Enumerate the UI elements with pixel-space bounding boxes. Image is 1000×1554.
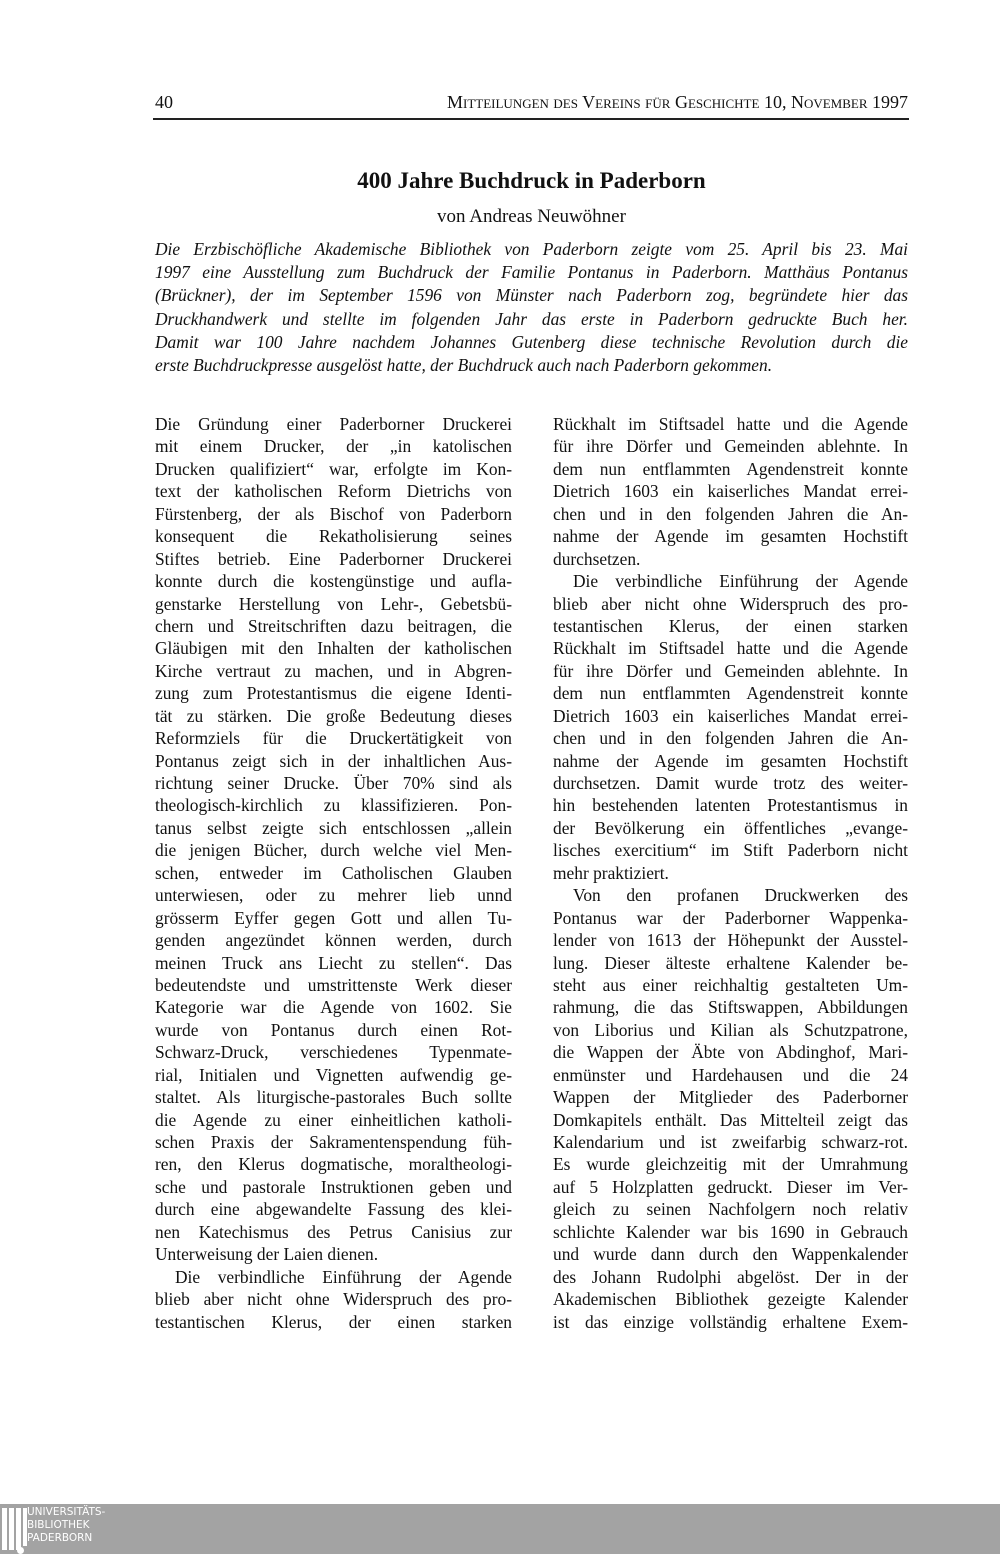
text-line: schlichte Kalender war bis 1690 in Gebrauch (553, 1221, 908, 1242)
text-line: die Wappen der Äbte von Abdinghof, Mari- (553, 1042, 908, 1063)
text-line: der Bevölkerung ein öffentliches „evange- (553, 817, 908, 838)
text-line: Domkapitels enthält. Das Mittelteil zeigt das (553, 1109, 908, 1130)
text-line: hin bestehenden latenten Protestantismus in (553, 795, 908, 816)
text-line: richtung seiner Drucke. Über 70% sind als (155, 773, 512, 793)
page-number: 40 (155, 92, 173, 112)
paragraph (553, 570, 908, 884)
text-line: dem nun entflammten Agendenstreit konnte (553, 458, 908, 479)
text-line: durch eine abgewandelte Fassung des klei- (155, 1199, 512, 1220)
text-line: chern und Streitschriften dazu beitragen, die (155, 615, 512, 636)
text-line: mit einem Drucker, der „in katolischen (155, 436, 512, 457)
text-line: grösserm Eyffer gegen Gott und allen Tu- (155, 907, 512, 928)
text-line: erste Buchdruckpresse ausgelöst hatte, der Buchdruck auch nach Paderborn gekommen. (155, 354, 773, 375)
text-line: Akademischen Bibliothek gezeigte Kalender (553, 1289, 908, 1310)
article-byline: von Andreas Neuwöhner (437, 206, 626, 227)
text-line: dem nun entflammten Agendenstreit konnte (553, 683, 908, 704)
text-line: steht aus einer reichhaltig gestalteten Um- (553, 974, 908, 995)
text-line: lisches exercitium“ im Stift Paderborn nicht (553, 840, 908, 861)
text-line: Damit war 100 Jahre nachdem Johannes Gutenberg diese technische Revolution durch die (155, 331, 908, 352)
logo-line: PADERBORN (27, 1532, 93, 1544)
text-line: Von den profanen Druckwerken des (573, 885, 908, 906)
running-title: Mitteilungen des Vereins für Geschichte 10, November 1997 (447, 92, 908, 112)
text-line: rial, Initialen und Vignetten aufwendig ge- (155, 1064, 512, 1085)
text-line: Drucken qualifiziert“ war, erfolgte im Kon- (155, 458, 512, 479)
text-line: meinen Truck ans Liecht zu stellen“. Das (155, 952, 512, 973)
text-line: ren, den Klerus dogmatische, moraltheologi- (155, 1154, 512, 1175)
paragraph (155, 413, 512, 1266)
article-abstract (155, 238, 908, 377)
text-line: Wappen der Mitglieder des Paderborner (553, 1087, 908, 1108)
text-line: die Agende zu einer einheitlichen katholi- (155, 1109, 512, 1130)
text-line: bedeutendste und umstrittenste Werk dieser (155, 974, 512, 995)
text-line: Die verbindliche Einführung der Agende (175, 1266, 512, 1287)
text-line: Dietrich 1603 ein kaiserliches Mandat errei- (553, 705, 908, 726)
text-line: und wurde dann durch den Wappenkalender (553, 1244, 908, 1265)
text-line: Die verbindliche Einführung der Agende (573, 571, 908, 592)
text-line: nahme der Agende im gesamten Hochstift (553, 526, 908, 547)
text-line: Die Gründung einer Paderborner Druckerei (155, 414, 512, 434)
text-line: lender von 1613 der Höhepunkt der Ausstel- (553, 930, 908, 951)
paragraph (553, 884, 908, 1333)
text-line: Es wurde gleichzeitig mit der Umrahmung (553, 1154, 908, 1175)
text-column-right (553, 413, 908, 1333)
text-line: auf 5 Holzplatten gedruckt. Dieser im Ver- (553, 1176, 908, 1197)
text-column-left (155, 413, 512, 1333)
text-line: nahme der Agende im gesamten Hochstift (553, 750, 908, 771)
text-line: Pontanus war der Paderborner Wappenka- (553, 907, 908, 928)
text-line: theologisch-kirchlich zu klassifizieren. Pon- (155, 795, 512, 816)
text-line: Schwarz-Druck, verschiedenes Typenmate- (155, 1042, 512, 1063)
text-line: von Liborius und Kilian als Schutzpatrone, (553, 1019, 908, 1040)
article-title: 400 Jahre Buchdruck in Paderborn (357, 168, 706, 193)
text-line: Gläubigen mit den Inhalten der katholischen (155, 638, 512, 659)
text-line: konnte durch die kostengünstige und aufla- (155, 571, 512, 592)
text-line: genstarke Herstellung von Lehr-, Gebetsbü- (155, 593, 512, 614)
text-line: enmünster und Hardehausen und die 24 (553, 1064, 908, 1085)
text-line: sche und pastorale Instruktionen geben und (155, 1176, 512, 1197)
text-line: konsequent die Rekatholisierung seines (155, 526, 512, 547)
text-line: für ihre Dörfer und Gemeinden ablehnte. In (553, 436, 908, 457)
text-line: testantischen Klerus, der einen starken (553, 615, 908, 636)
paragraph (155, 1266, 512, 1333)
running-header (155, 92, 908, 116)
text-line: ist das einzige vollständig erhaltene Exem- (553, 1311, 908, 1332)
text-line: schen Praxis der Sakramentenspendung füh- (155, 1132, 512, 1152)
text-line: wurde von Pontanus durch einen Rot- (155, 1019, 512, 1040)
text-line: chen und in den folgenden Jahren die An- (553, 728, 908, 749)
text-line: schen, entweder im Catholischen Glauben (155, 862, 512, 883)
text-line: Die Erzbischöfliche Akademische Bibliothek von Paderborn zeigte vom 25. April bis 23. Mai (155, 239, 908, 259)
text-line: Kirche vertraut zu machen, und in Abgren- (155, 660, 512, 681)
text-line: staltet. Als liturgische-pastorales Buch sollte (155, 1087, 512, 1108)
text-line: Stiftes betrieb. Eine Paderborner Druckerei (155, 548, 512, 569)
library-footer-band (0, 1504, 1000, 1554)
text-line: testantischen Klerus, der einen starken (155, 1311, 512, 1332)
library-logo-text (27, 1506, 105, 1545)
header-rule (153, 118, 909, 120)
logo-line: BIBLIOTHEK (27, 1519, 90, 1531)
text-line: text der katholischen Reform Dietrichs von (155, 481, 512, 502)
text-line: blieb aber nicht ohne Widerspruch des pro- (553, 593, 908, 614)
text-line: durchsetzen. Damit wurde trotz des weiter- (553, 773, 908, 793)
text-line: (Brückner), der im September 1596 von Münster nach Paderborn zog, begründete hier das (155, 285, 908, 306)
text-line: blieb aber nicht ohne Widerspruch des pro- (155, 1289, 512, 1310)
text-line: zung zum Protestantismus die eigene Identi- (155, 683, 512, 704)
text-line: Pontanus zeigt sich in der inhaltlichen Aus- (155, 750, 512, 771)
text-line: 1997 eine Ausstellung zum Buchdruck der Familie Pontanus in Paderborn. Matthäus Pontanus (155, 262, 908, 283)
text-line: lung. Dieser älteste erhaltene Kalender be- (553, 952, 908, 973)
text-line: die jenigen Bücher, durch welche viel Men- (155, 840, 512, 861)
text-line: Druckhandwerk und stellte im folgenden Jahr das erste in Paderborn gedruckte Buch her. (155, 308, 908, 329)
text-line: nen Katechismus des Petrus Canisius zur (155, 1221, 512, 1242)
text-line: des Johann Rudolphi abgelöst. Der in der (553, 1266, 908, 1287)
text-line: Kategorie war die Agende von 1602. Sie (155, 997, 512, 1018)
text-line: Rückhalt im Stiftsadel hatte und die Agende (553, 414, 908, 434)
text-line: durchsetzen. (553, 548, 641, 569)
text-line: chen und in den folgenden Jahren die An- (553, 503, 908, 524)
text-line: Dietrich 1603 ein kaiserliches Mandat errei- (553, 481, 908, 502)
text-line: Rückhalt im Stiftsadel hatte und die Agende (553, 638, 908, 659)
text-line: Kalendarium und ist zweifarbig schwarz-rot. (553, 1132, 908, 1152)
text-line: Reformziels für die Druckertätigkeit von (155, 728, 512, 749)
paragraph (553, 413, 908, 570)
text-line: Unterweisung der Laien dienen. (155, 1244, 379, 1265)
text-line: Fürstenberg, der als Bischof von Paderborn (155, 503, 512, 524)
text-line: tät zu stärken. Die große Bedeutung dieses (155, 705, 512, 726)
logo-dot-icon (17, 1547, 24, 1554)
text-line: unterwiesen, oder zu mehrer lieb unnd (155, 885, 512, 906)
text-line: tanus selbst zeigte sich entschlossen „allein (155, 817, 512, 838)
text-line: gleich zu seinen Nachfolgern noch relativ (553, 1199, 908, 1220)
text-line: rahmung, die das Stiftswappen, Abbildungen (553, 997, 908, 1018)
logo-line: UNIVERSITÄTS- (27, 1506, 106, 1518)
text-line: für ihre Dörfer und Gemeinden ablehnte. In (553, 660, 908, 681)
text-line: genden angezündet können werden, durch (155, 930, 512, 951)
text-line: mehr praktiziert. (553, 862, 669, 883)
